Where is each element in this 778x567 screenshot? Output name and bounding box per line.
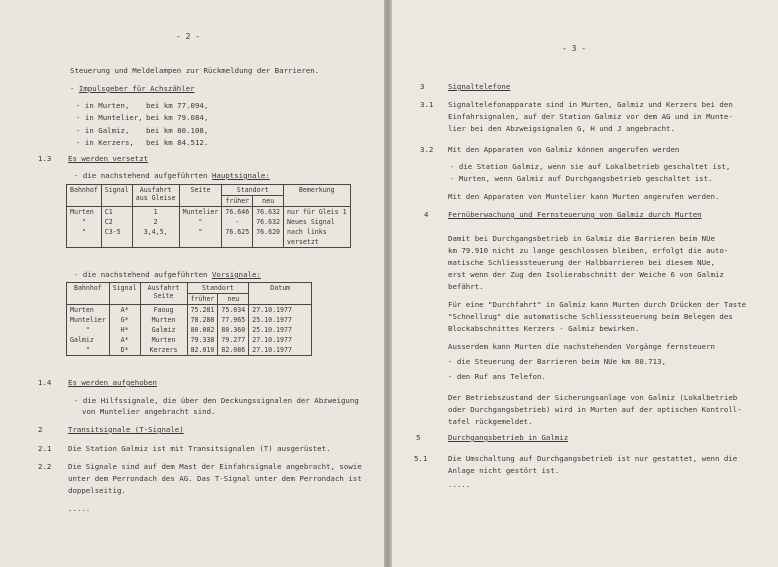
page-number: - 2 -: [176, 32, 201, 41]
continuation-dots: .....: [68, 504, 91, 513]
col-header: neu: [253, 196, 284, 207]
section-number: 2: [38, 425, 43, 434]
body-text: Der Betriebszustand der Sicherungsanlage von Galmiz (Lokalbetrieb: [448, 393, 738, 402]
section-title: Durchgangsbetrieb in Galmiz: [448, 433, 569, 442]
body-text: tafel rückgemeldet.: [448, 417, 533, 426]
section-title: Transitsignale (T-Signale): [68, 425, 184, 434]
col-header: Signal: [101, 185, 132, 207]
section-number: 2.2: [38, 462, 52, 471]
body-text: Für eine "Durchfahrt" in Galmiz kann Murten durch Drücken der Taste: [448, 300, 747, 309]
body-text: von Muntelier angebracht sind.: [82, 407, 216, 416]
body-text: lier bei den Abzweigsignalen G, H und J angebracht.: [448, 124, 675, 133]
col-header: neu: [218, 294, 249, 305]
body-text: Anlage nicht gestört ist.: [448, 466, 560, 475]
section-number: 1.4: [38, 378, 52, 387]
col-header: früher: [187, 294, 218, 305]
section-number: 3.2: [420, 145, 434, 154]
table-row: Murten A* Faoug 75.281 75.034 27.10.1977: [67, 305, 312, 316]
section-title: Fernüberwachung und Fernsteuerung von Galmiz durch Murten: [448, 210, 702, 219]
col-header: Signal: [109, 283, 140, 305]
impulsgeber-km: bei km 79.084,: [146, 113, 209, 122]
body-text: Die Signale sind auf dem Mast der Einfahrsignale angebracht, sowie: [68, 462, 362, 471]
col-header: Standort: [222, 185, 284, 196]
hauptsignale-table: [66, 184, 351, 248]
section-number: 5: [416, 433, 421, 442]
body-text: unter dem Perrondach des AG. Das T-Signal unter dem Perrondach ist: [68, 474, 362, 483]
impulsgeber-place: - in Murten,: [76, 101, 130, 110]
body-text: Signaltelefonapparate sind in Murten, Galmiz und Kerzers bei den: [448, 100, 733, 109]
section-title: Es werden aufgehoben: [68, 378, 157, 387]
section-number: 5.1: [414, 454, 428, 463]
body-text: Damit bei Durchgangsbetrieb in Galmiz die Barrieren beim NUe: [448, 234, 715, 243]
body-text: - Murten, wenn Galmiz auf Durchgangsbetrieb geschaltet ist.: [450, 174, 713, 183]
impulsgeber-km: bei km 84.512.: [146, 138, 209, 147]
body-text: - die Station Galmiz, wenn sie auf Lokalbetrieb geschaltet ist,: [450, 162, 731, 171]
book-gutter: [384, 0, 392, 567]
table-row: " C3-5 3,4,5, " 76.625 76.620 nach links: [67, 227, 351, 237]
col-header: Seite: [179, 185, 222, 207]
section-number: 1.3: [38, 154, 52, 163]
body-text: oder Durchgangsbetrieb) wird in Murten auf der optischen Kontroll-: [448, 405, 742, 414]
col-header: Datum: [249, 283, 312, 305]
left-page: [0, 0, 384, 567]
vorsignale-table: [66, 282, 312, 356]
col-header: Standort: [187, 283, 249, 294]
body-text: matische Schliesssteuerung der Halbbarrieren bei diesem NUe,: [448, 258, 715, 267]
section-number: 3.1: [420, 100, 434, 109]
col-header: Bahnhof: [67, 283, 110, 305]
col-header: Bahnhof: [67, 185, 102, 207]
table-row: " C2 2 " - 76.632 Neues Signal: [67, 217, 351, 227]
body-text: km 79.910 nicht zu lange geschlossen bleiben, erfolgt die auto-: [448, 246, 729, 255]
impulsgeber-title: Impulsgeber für Achszähler: [78, 84, 195, 93]
table-row: " D* Kerzers 82.010 82.086 27.10.1977: [67, 345, 312, 356]
impulsgeber-place: - in Kerzers,: [76, 138, 134, 147]
table-row: Galmiz A* Murten 79.338 79.277 27.10.1977: [67, 335, 312, 345]
body-text: erst wenn der Zug den Isolierabschnitt der Weiche 6 von Galmiz: [448, 270, 724, 279]
body-text: - die Hilfssignale, die über den Deckungssignalen der Abzweigung: [74, 396, 359, 405]
col-header: Ausfahrt aus Gleise: [132, 185, 179, 207]
subsection-intro: - die nachstehend aufgeführten Hauptsignale:: [74, 171, 270, 180]
impulsgeber-km: bei km 77.094,: [146, 101, 209, 110]
section-number: 4: [424, 210, 429, 219]
section-number: 3: [420, 82, 425, 91]
right-page: [392, 0, 778, 567]
subsection-intro: - die nachstehend aufgeführten Vorsignale:: [74, 270, 261, 279]
body-text: - den Ruf ans Telefon.: [448, 372, 546, 381]
body-text: Ausserdem kann Murten die nachstehenden Vorgänge fernsteuern: [448, 342, 715, 351]
body-text: "Schnellzug" die automatische Schliesssteuerung beim Belegen des: [448, 312, 733, 321]
table-row: Muntelier G* Murten 78.288 77.965 25.10.1977: [67, 315, 312, 325]
body-text: befährt.: [448, 282, 484, 291]
body-text: Mit den Apparaten von Muntelier kann Murten angerufen werden.: [448, 192, 720, 201]
impulsgeber-place: - in Muntelier,: [76, 113, 143, 122]
col-header: früher: [222, 196, 253, 207]
impulsgeber-place: - in Galmiz,: [76, 126, 130, 135]
body-text: Die Umschaltung auf Durchgangsbetrieb ist nur gestattet, wenn die: [448, 454, 738, 463]
page-number: - 3 -: [562, 44, 587, 53]
col-header: Ausfahrt Seite: [140, 283, 187, 305]
body-text: Blockabschnittes Kerzers - Galmiz bewirken.: [448, 324, 640, 333]
impulsgeber-heading: - Impulsgeber für Achszähler: [70, 84, 195, 93]
body-text: Einfahrsignalen, auf der Station Galmiz vor dem AG und in Munte-: [448, 112, 733, 121]
table-row: " H* Galmiz 80.082 80.360 25.10.1977: [67, 325, 312, 335]
col-header: Bemerkung: [284, 185, 351, 207]
section-number: 2.1: [38, 444, 52, 453]
table-row: versetzt: [67, 237, 351, 248]
continuation-dots: .....: [448, 480, 471, 489]
body-text: Die Station Galmiz ist mit Transitsignalen (T) ausgerüstet.: [68, 444, 331, 453]
impulsgeber-km: bei km 80.108,: [146, 126, 209, 135]
table-row: Murten C1 1 Muntelier 76.646 76.632 nur für Gleis 1: [67, 207, 351, 218]
body-text: Mit den Apparaten von Galmiz können angerufen werden: [448, 145, 680, 154]
body-text: - die Steuerung der Barrieren beim NUe km 80.713,: [448, 357, 667, 366]
section-title: Es werden versetzt: [68, 154, 149, 163]
body-text: doppelseitig.: [68, 486, 126, 495]
section-title: Signaltelefone: [448, 82, 511, 91]
intro-text: Steuerung und Meldelampen zur Rückmeldung der Barrieren.: [70, 66, 320, 75]
